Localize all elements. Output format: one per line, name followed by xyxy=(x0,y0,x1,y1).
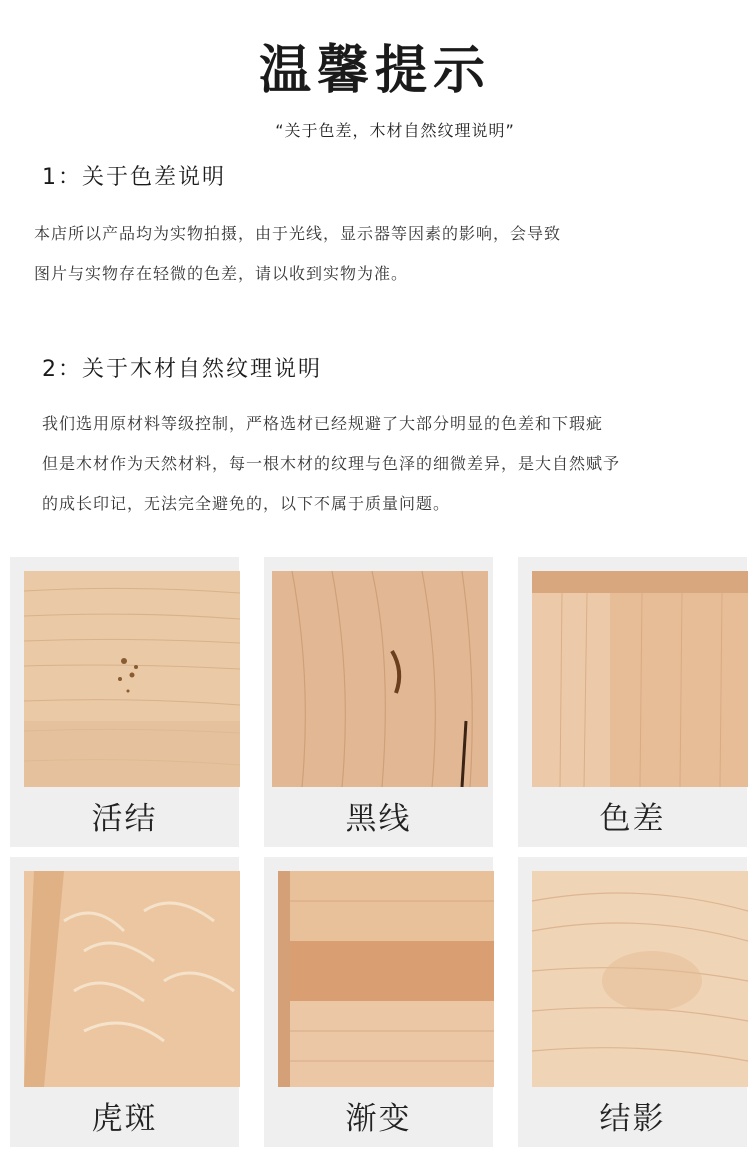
paragraph-line: 图片与实物存在轻微的色差，请以收到实物为准。 xyxy=(34,264,409,283)
section-text-wood-grain xyxy=(42,404,732,524)
sample-label: 结影 xyxy=(599,1101,666,1137)
section-text-color-difference xyxy=(34,214,734,294)
sample-card-color-difference xyxy=(518,557,747,847)
paragraph-line: 我们选用原材料等级控制，严格选材已经规避了大部分明显的色差和下瑕疵 xyxy=(42,414,604,433)
page-subtitle: “关于色差，木材自然纹理说明” xyxy=(275,121,515,140)
paragraph-line: 本店所以产品均为实物拍摄，由于光线，显示器等因素的影响，会导致 xyxy=(34,224,562,243)
sample-card-tiger-stripe xyxy=(10,857,239,1147)
wood-photo-black-line xyxy=(272,571,488,787)
page-title: 温馨提示 xyxy=(258,41,491,101)
wood-sample-grid xyxy=(10,557,740,1157)
wood-photo-live-knot xyxy=(24,571,240,787)
sample-card-live-knot xyxy=(10,557,239,847)
sample-card-gradient xyxy=(264,857,493,1147)
wood-photo-knot-shadow xyxy=(532,871,748,1087)
sample-card-knot-shadow xyxy=(518,857,747,1147)
sample-label: 活结 xyxy=(91,801,158,837)
paragraph-line: 但是木材作为天然材料，每一根木材的纹理与色泽的细微差异，是大自然赋予 xyxy=(42,454,621,473)
sample-label: 色差 xyxy=(599,801,666,837)
wood-photo-gradient xyxy=(278,871,494,1087)
section-heading-wood-grain: 2：关于木材自然纹理说明 xyxy=(42,357,322,382)
sample-label: 黑线 xyxy=(345,801,412,837)
section-heading-color-difference: 1：关于色差说明 xyxy=(42,165,226,190)
paragraph-line: 的成长印记，无法完全避免的，以下不属于质量问题。 xyxy=(42,494,451,513)
sample-card-black-line xyxy=(264,557,493,847)
wood-photo-color-difference xyxy=(532,571,748,787)
sample-label: 渐变 xyxy=(345,1101,412,1137)
sample-label: 虎斑 xyxy=(91,1101,158,1137)
wood-photo-tiger-stripe xyxy=(24,871,240,1087)
